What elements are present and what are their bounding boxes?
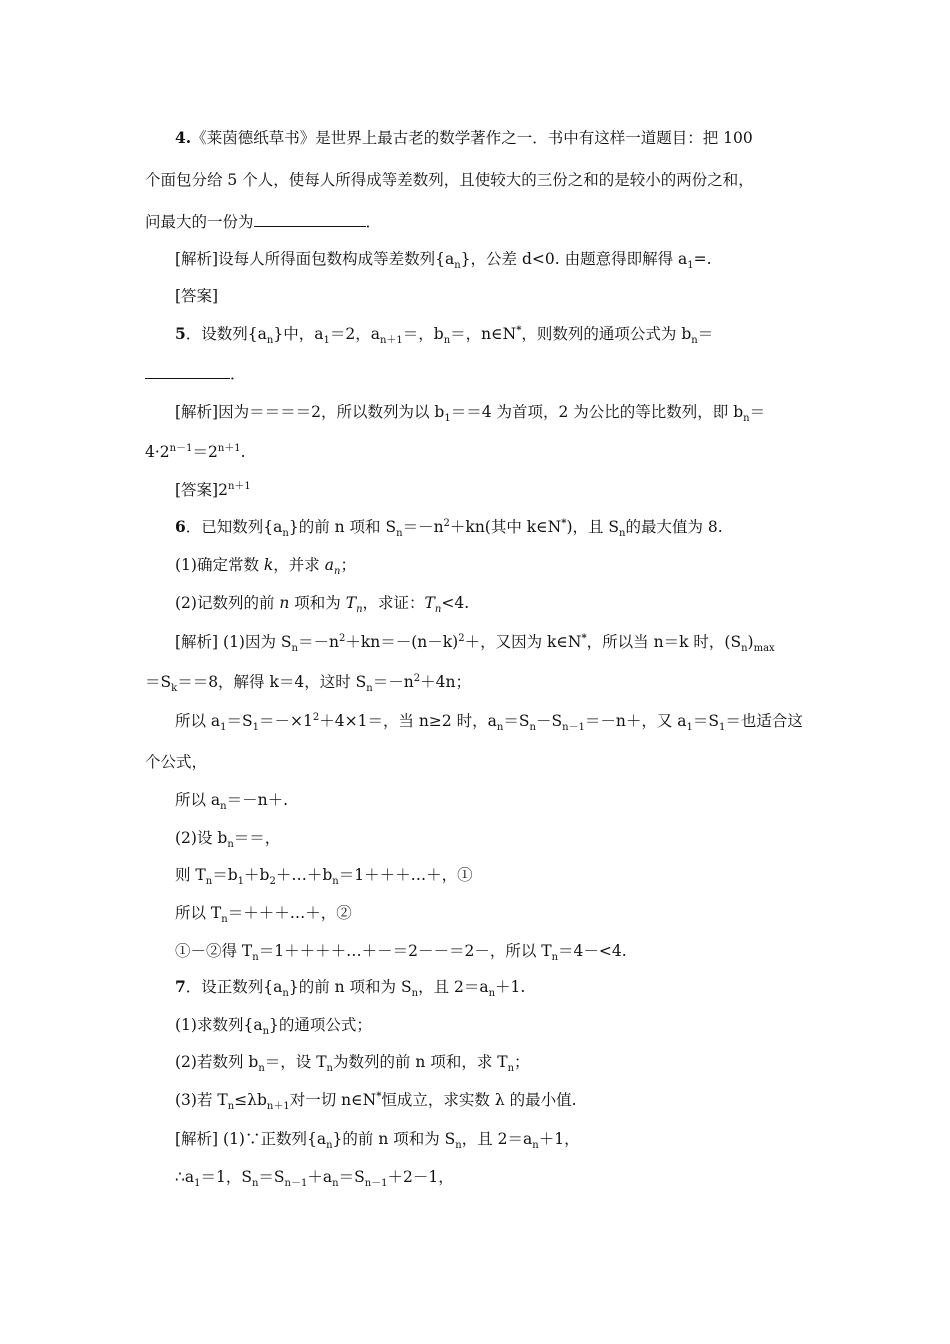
problem-6-question-1 (175, 554, 356, 576)
t: (1)确定常数 (175, 556, 264, 574)
t: }的通项公式； (269, 1016, 372, 1034)
problem-6-header: 6．已知数列$\{a_n\}$的前 n 项和 $S_n=-n^2+kn$(其中 k∈N*)，且 $S_n$的最大值为 8. (175, 517, 723, 540)
sup: n＋1 (217, 442, 241, 454)
t: ，则数列的通项公式为 b (521, 325, 692, 343)
problem-5-answer (175, 479, 251, 501)
problem-7-solution-2: $\therefore a_1=1$，$S_n=S_{n-1}+a_n=S_{n-1}+2-1$， (175, 1168, 454, 1190)
t: (2)记数列的前 (175, 594, 280, 612)
t: ＝－n (372, 673, 414, 691)
t: ＝＝4 为首项，2 为公比的等比数列，即 b (450, 403, 744, 421)
problem-6-solution-9: ①－②得 $T_n=1++++\dots+-=2--=2-$，所以 $T_n=4-<4$. (175, 942, 627, 964)
t: ＝－n (402, 518, 444, 536)
sol-text: [解析]设每人所得面包数构成等差数列{a (175, 250, 455, 268)
t: T (424, 594, 435, 612)
t: n (279, 594, 290, 612)
t: ＝也适合这 (725, 712, 803, 730)
t: ∴a (175, 1168, 195, 1186)
t: (1)求数列{a (175, 1016, 263, 1034)
t: ＋a (307, 1168, 333, 1186)
sub: n (743, 413, 750, 425)
t: ＝S (692, 712, 720, 730)
t: ＋，又因为 k∈N (464, 633, 582, 651)
t: ＝S (338, 1168, 365, 1186)
problem-7-question-2: (2)若数列 $b_n=$，设 $T_n$为数列的前 n 项和，求 $T_n$； (175, 1053, 530, 1075)
t: ＝－n＋. (226, 791, 289, 809)
t: ＝，设 T (264, 1053, 327, 1071)
t: (3)若 T (175, 1091, 228, 1109)
t: ＝，b (402, 325, 444, 343)
t: 所以 T (175, 904, 222, 922)
problem-6-solution-4: 个公式， (145, 753, 208, 771)
problem-4-solution (175, 248, 712, 270)
sub: n＋1 (379, 335, 403, 347)
t: ＝－n (297, 633, 339, 651)
problem-7-number: 7 (175, 977, 186, 996)
t: ) (747, 633, 754, 651)
t: 4·2 (145, 443, 170, 461)
t: )，且 S (566, 518, 620, 536)
problem-6-solution-5: 所以 $a_n=-n+$. (175, 791, 289, 813)
period: ． (365, 213, 382, 231)
t: ＋kn(其中 k∈N (449, 518, 562, 536)
t: ＝S (503, 712, 530, 730)
problem-7-header: 7．设正数列$\{a_n\}$的前 n 项和为 $S_n$，且 $2=a_n+1$. (175, 977, 526, 1000)
t: (2)设 b (175, 829, 228, 847)
t: ＝－n＋，又 a (584, 712, 687, 730)
sol-text: =. (693, 250, 712, 268)
problem-4-number: 4. (175, 128, 192, 147)
sup: n＋1 (227, 480, 251, 492)
sub: max (753, 643, 775, 655)
problem-4-line-2: 个面包分给 5 个人，使每人所得成等差数列，且使较大的三份之和的是较小的两份之和， (145, 171, 754, 189)
problem-5-solution-1 (175, 401, 765, 423)
t: ＋2－1， (387, 1168, 454, 1186)
t: ＝1＋＋＋…＋，① (338, 866, 473, 884)
t: ＝ (749, 403, 766, 421)
problem-5-line-1 (175, 323, 713, 345)
t: 则 T (175, 866, 206, 884)
t: ．设数列{a (185, 325, 267, 343)
problem-5-line-2 (145, 363, 246, 385)
t: ．已知数列{a (185, 518, 283, 536)
problem-6-solution-8: 所以 $T_n=+++\dots+$，② (175, 904, 352, 926)
t: ＋…＋b (275, 866, 333, 884)
sub: n (266, 335, 274, 347)
problem-6-question-2 (175, 592, 469, 614)
t: [解析]因为＝＝＝＝2，所以数列为以 b (175, 403, 445, 421)
t: ＝＝8，解得 k＝4，这时 S (177, 673, 367, 691)
t: 的最大值为 8. (625, 518, 723, 536)
t: ＋4n； (420, 673, 471, 691)
problem-6-solution-7: 则 $T_n=b_1+b_2+\dots+b_n=1+++\dots+$，① (175, 866, 473, 888)
t: 为数列的前 n 项和，求 T (332, 1053, 508, 1071)
t: }中，a (273, 325, 324, 343)
t: }的前 n 项和为 S (332, 1130, 456, 1148)
t: k (263, 556, 274, 574)
sub: n (282, 528, 289, 540)
problem-6-solution-1: [解析] (1)因为 $S_n=-n^2+kn=-(n-k)^2+$，又因为 k∈N*，所以当 n＝k 时，$(S_n)_{max}$ (175, 632, 775, 655)
sup: * (516, 324, 522, 336)
t: －S (535, 712, 563, 730)
t: ＝1＋＋＋＋…＋－＝2－－＝2－，所以 T (258, 942, 552, 960)
t: 所以 a (175, 791, 221, 809)
problem-4-line-1 (175, 127, 753, 149)
t: 恒成立，求实数 λ 的最小值. (381, 1091, 577, 1109)
t: <4. (441, 594, 470, 612)
t: }的前 n 项和为 S (288, 978, 412, 996)
t: ＝S (145, 673, 172, 691)
t: 项和为 (289, 594, 346, 612)
problem-5-solution-2 (145, 441, 246, 463)
sub: 1 (687, 260, 694, 272)
t: 所以 a (175, 712, 221, 730)
sol-text: }，公差 d<0. 由题意得即解得 a (460, 250, 688, 268)
t: ＝2 (192, 443, 218, 461)
t: ，且 2＝a (418, 978, 489, 996)
sub: n (356, 604, 363, 616)
problem-6-solution-6: (2)设 $b_n==$， (175, 829, 281, 851)
answer-blank (145, 366, 230, 379)
t: ，且 2＝a (461, 1130, 533, 1148)
t: a (324, 556, 334, 574)
t: ．设正数列{a (185, 978, 283, 996)
problem-4-text: 《莱茵德纸草书》是世界上最古老的数学著作之一．书中有这样一道题目：把 100 (191, 129, 753, 147)
sub: n (454, 260, 461, 272)
t: ＝b (212, 866, 238, 884)
t: ＝＝， (233, 829, 281, 847)
sub: n (691, 335, 698, 347)
problem-4-answer: [答案] (175, 287, 219, 305)
problem-6-number: 6 (175, 517, 186, 536)
t: ＋1. (495, 978, 526, 996)
period: ． (230, 365, 246, 383)
t: ，求证： (362, 594, 425, 612)
sub: 1 (444, 413, 451, 425)
t: 对一切 n∈N (289, 1091, 377, 1109)
t: [解析] (1)因为 S (175, 633, 292, 651)
sub: n (619, 528, 626, 540)
t: ； (514, 1053, 530, 1071)
t: [答案]2 (175, 481, 228, 499)
t: ＝1，S (200, 1168, 252, 1186)
t: ＝4－<4. (558, 942, 627, 960)
problem-7-solution-1: [解析] (1)∵正数列$\{a_n\}$的前 n 项和为 $S_n$，且 $2=a_n+1$， (175, 1130, 580, 1152)
t: ＝＋＋＋…＋，② (227, 904, 352, 922)
sup: n－1 (169, 442, 193, 454)
t: T (345, 594, 357, 612)
t: ，所以当 n＝k 时，(S (586, 633, 742, 651)
problem-6-solution-3: 所以 $a_1=S_1=-\times 1^2+4\times 1=$，当 n≥2 时，$a_n=S_n-S_{n-1}=-n+$，又 $a_1=S_1=$也适合这 (175, 711, 803, 734)
answer-blank (254, 214, 366, 227)
problem-4-line-3 (145, 211, 381, 233)
t: ＝2，a (329, 325, 380, 343)
t: }的前 n 项和 S (288, 518, 397, 536)
sub: n (396, 528, 403, 540)
t: ＝，n∈N (450, 325, 517, 343)
t: ≤λb (234, 1091, 267, 1109)
t: ＋4×1＝，当 n≥2 时，a (319, 712, 497, 730)
t: [解析] (1)∵正数列{a (175, 1130, 327, 1148)
sub: 1 (323, 335, 330, 347)
t: ＋1， (538, 1130, 580, 1148)
problem-5-number: 5 (175, 324, 186, 343)
problem-6-solution-2: $=S_k==8$，解得 k＝4，这时 $S_n=-n^2+4n$； (145, 672, 471, 695)
t: (2)若数列 b (175, 1053, 259, 1071)
problem-4-question: 问最大的一份为 (145, 213, 254, 231)
t: ＝S (226, 712, 253, 730)
sub: n (434, 604, 442, 616)
t: ＝ (697, 325, 714, 343)
problem-7-question-3: (3)若 $T_n\le\lambda b_{n+1}$对一切 n∈N*恒成立，求实数 λ 的最小值. (175, 1090, 577, 1113)
t: ； (340, 556, 356, 574)
sub: n (333, 566, 341, 578)
sup: * (561, 517, 567, 529)
sub: n (443, 335, 451, 347)
t: ＝－×1 (259, 712, 313, 730)
problem-7-question-1: (1)求数列$\{a_n\}$的通项公式； (175, 1016, 372, 1038)
t: ，并求 (273, 556, 325, 574)
t: . (240, 443, 246, 461)
t: ①－②得 T (175, 942, 253, 960)
t: ＝S (258, 1168, 285, 1186)
t: ＋kn＝－(n－k) (345, 633, 459, 651)
t: ＋b (244, 866, 270, 884)
